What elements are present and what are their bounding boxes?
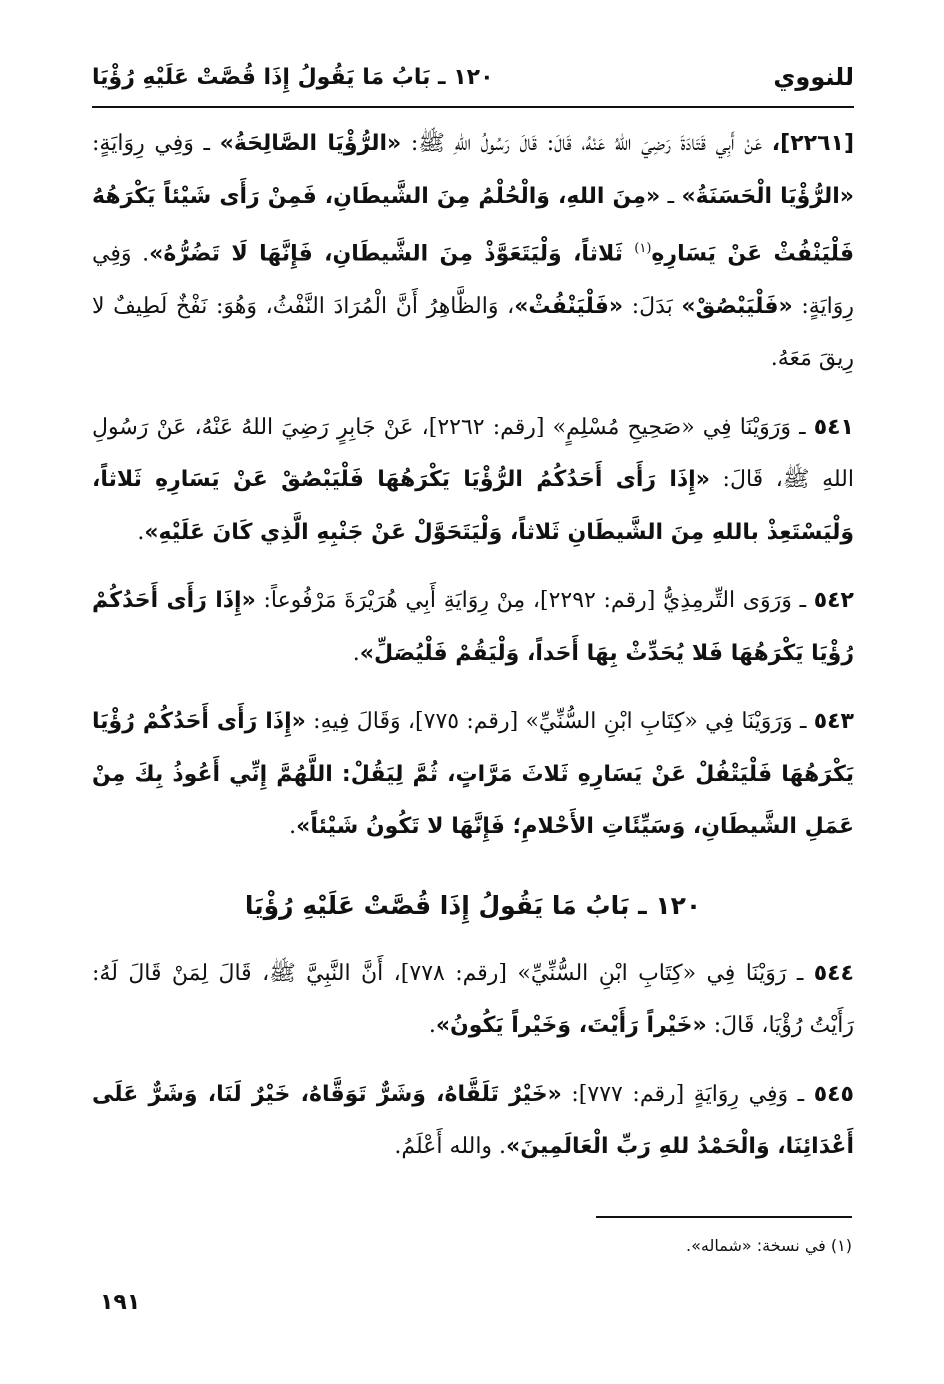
paragraph-541 — [92, 402, 854, 560]
paragraph-text: ـ رَوَيْنَا فِي «كِتَابِ ابْنِ السُّنِّيِّ» [رقم: ٧٧٨]، أَنَّ النَّبِيَّ ﷺ، قَالَ لِمَنْ قَالَ لَهُ: رَأَيْتُ رُؤْيَا، قَالَ: — [92, 960, 854, 1039]
footnote-reference: (١) — [634, 241, 652, 256]
header-rule — [92, 106, 854, 108]
hadith-number: ٥٤٢ — [813, 588, 854, 614]
footnote-rule — [596, 1216, 852, 1218]
hadith-quote: «خَيْرٌ تَلَقَّاهُ، وَشَرٌّ تَوَقَّاهُ، خَيْرٌ لَنَا، وَشَرٌّ عَلَى أَعْدَائِنَا، وَالْحَمْدُ للهِ رَبِّ الْعَالَمِينَ» — [92, 1081, 854, 1160]
hadith-quote: «مِنَ اللهِ، وَالْحُلْمُ مِنَ الشَّيطَانِ، فَمِنْ رَأَى شَيْئاً يَكْرَهُهُ فَلْيَنْفُثْ عَنْ يَسَارِهِ — [92, 183, 854, 267]
hadith-number: ٥٤٥ — [813, 1081, 854, 1107]
paragraph-text: ـ وَرَوَى التِّرمِذِيُّ [رقم: ٢٢٩٢]، مِنْ رِوَايَةِ أَبِي هُرَيْرَةَ مَرْفُوعاً: — [255, 588, 814, 614]
paragraph-542 — [92, 575, 854, 680]
hadith-quote: «فَلْيَنْفُثْ» — [514, 293, 624, 319]
paragraph-text: ، وَالظَّاهِرُ أَنَّ الْمُرَادَ النَّفْثُ، وَهُوَ: نَفْخٌ لَطِيفٌ لا رِيقَ مَعَهُ. — [92, 293, 854, 372]
paragraph-text: . — [289, 814, 297, 840]
hadith-quote: «الرُّؤْيَا الْحَسَنَةُ» — [681, 183, 854, 209]
paragraph-text: . — [137, 519, 145, 545]
paragraph-text: بَدَلَ: — [623, 293, 682, 319]
paragraph-544 — [92, 948, 854, 1053]
hadith-quote: «الرُّؤْيَا الصَّالِحَةُ» — [219, 131, 402, 156]
paragraph-text: ـ — [660, 183, 682, 209]
paragraph-text: ـ وَفِي رِوَايَةٍ: — [92, 131, 220, 156]
paragraph-text: . وَفِي رِوَايَةٍ: — [92, 241, 855, 319]
header-chapter-title: ١٢٠ ـ بَابُ مَا يَقُولُ إِذَا قُصَّتْ عَلَيْهِ رُؤْيَا — [92, 64, 494, 90]
section-title: ١٢٠ ـ بَابُ مَا يَقُولُ إِذَا قُصَّتْ عَلَيْهِ رُؤْيَا — [244, 890, 702, 920]
hadith-number: ٥٤٣ — [813, 709, 854, 735]
hadith-quote: «إِذَا رَأَى أَحَدُكُمْ رُؤْيَا يَكْرَهُهَا فَلْيَتْفُلْ عَنْ يَسَارِهِ ثَلاثَ مَرَّاتٍ، ثُمَّ لِيَقُلْ: اللَّهُمَّ إِنِّي أَعُوذُ بِكَ مِنْ عَمَلِ الشَّيطَانِ، وَسَيِّئَاتِ الأَحْلامِ؛ فَإِنَّهَا لا تَكُونُ شَيْئاً» — [92, 709, 854, 840]
paragraph-2261 — [92, 118, 854, 386]
hadith-number: [٢٢٦١]، — [771, 131, 854, 156]
paragraph-text: ـ وَفِي رِوَايَةٍ [رقم: ٧٧٧]: — [561, 1081, 814, 1107]
paragraph-text: ـ وَرَوَيْنَا فِي «كِتَابِ ابْنِ السُّنِّيِّ» [رقم: ٧٧٥]، وَقَالَ فِيهِ: — [305, 709, 814, 735]
paragraph-text: . والله أَعْلَمُ. — [394, 1134, 507, 1160]
paragraph-text: عَنْ أَبِي قَتَادَةَ رَضِيَ اللهُ عَنْهُ، قَالَ: قَالَ رَسُولُ اللهِ ﷺ: — [401, 131, 772, 156]
hadith-quote: «فَلْيَبْصُقْ» — [681, 293, 793, 319]
main-text — [92, 118, 854, 1190]
hadith-quote: ثَلاثاً، وَلْيَتَعَوَّذْ مِنَ الشَّيطَانِ، فَإِنَّهَا لَا تَضُرُّهُ» — [149, 241, 635, 267]
paragraph-text: . — [352, 640, 360, 666]
paragraph-545 — [92, 1069, 854, 1174]
paragraph-text: ـ وَرَوَيْنَا فِي «صَحِيحِ مُسْلِمٍ» [رقم: ٢٢٦٢]، عَنْ جَابِرٍ رَضِيَ اللهُ عَنْهُ، عَنْ رَسُولِ اللهِ ﷺ، قَالَ: — [92, 414, 854, 493]
hadith-quote: «إِذَا رَأَى أَحَدُكُمْ رُؤْيَا يَكْرَهُهَا فَلا يُحَدِّثْ بِهَا أَحَداً، وَلْيَقُمْ فَلْيُصَلِّ» — [92, 588, 854, 666]
running-header — [92, 52, 854, 102]
hadith-number: ٥٤١ — [813, 414, 854, 440]
hadith-quote: «إِذَا رَأَى أَحَدُكُمُ الرُّؤْيَا يَكْرَهُهَا فَلْيَبْصُقْ عَنْ يَسَارِهِ ثَلاثاً، وَلْيَسْتَعِذْ باللهِ مِنَ الشَّيطَانِ ثَلاثاً، وَلْيَتَحَوَّلْ عَنْ جَنْبِهِ الَّذِي كَانَ عَلَيْهِ» — [92, 467, 854, 545]
page-number: ١٩١ — [100, 1290, 141, 1315]
paragraph-text: . — [428, 1013, 436, 1039]
paragraph-543 — [92, 696, 854, 854]
footnote: (١) في نسخة: «شماله». — [686, 1236, 852, 1255]
header-book-title: للنووي — [773, 63, 854, 91]
hadith-number: ٥٤٤ — [813, 960, 854, 986]
hadith-quote: «خَيْراً رَأَيْتَ، وَخَيْراً يَكُونُ» — [435, 1013, 707, 1039]
